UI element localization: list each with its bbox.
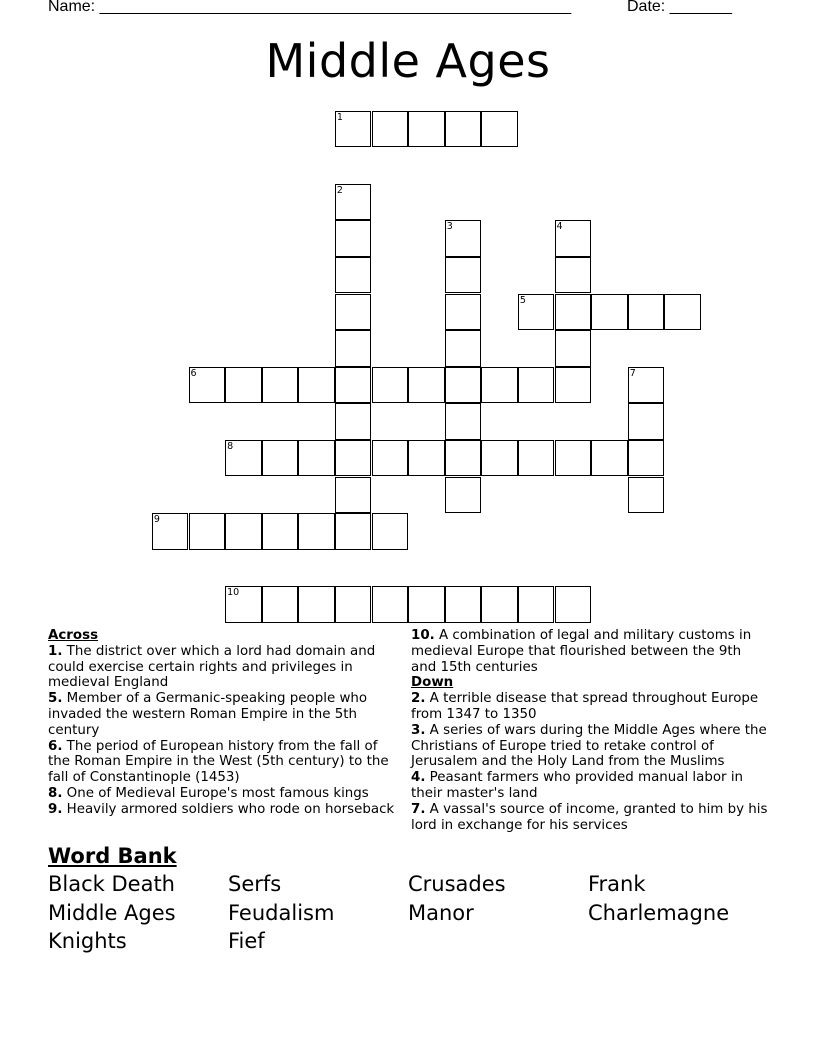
clue-number: 10. [411,628,435,643]
crossword-cell[interactable] [591,294,628,331]
crossword-cell[interactable] [555,220,592,257]
crossword-cell[interactable] [225,440,262,477]
crossword-cell[interactable] [335,220,372,257]
clue-number-label: 6 [190,367,197,379]
crossword-cell[interactable] [152,513,189,550]
clue-number: 3. [411,722,426,738]
clues-right-column [411,628,769,833]
clue-text: Member of a Germanic-speaking people who invaded the western Roman Empire in the 5th century [48,691,368,738]
crossword-cell[interactable] [262,586,299,623]
crossword-cell[interactable] [298,586,335,623]
clue-across-5 [48,691,396,738]
crossword-cell[interactable] [445,330,482,367]
clue-text: One of Medieval Europe's most famous kings [66,785,369,801]
crossword-cell[interactable] [372,440,409,477]
clue-down-7 [411,802,769,834]
crossword-cell[interactable] [408,586,445,623]
crossword-cell[interactable] [408,440,445,477]
crossword-cell[interactable] [445,586,482,623]
clue-number-label: 7 [629,367,636,379]
crossword-cell[interactable] [335,513,372,550]
clue-text: The district over which a lord had domain and could exercise certain rights and privileges in medieval England [48,643,376,691]
clue-number-label: 1 [336,111,343,123]
crossword-cell[interactable] [298,367,335,404]
date-field[interactable]: Date: _______ [627,0,732,15]
crossword-cell[interactable] [225,367,262,404]
crossword-cell[interactable] [555,586,592,623]
crossword-cell[interactable] [445,111,482,148]
clue-number: 2. [411,691,426,707]
crossword-cell[interactable] [225,586,262,623]
clue-number-label: 3 [446,221,453,233]
crossword-cell[interactable] [628,477,665,514]
clue-across-10 [411,628,769,675]
crossword-cell[interactable] [262,367,299,404]
crossword-cell[interactable] [518,294,555,331]
clue-number: 4. [411,770,426,786]
crossword-cell[interactable] [225,513,262,550]
clue-number: 6. [48,738,63,754]
crossword-cell[interactable] [628,440,665,477]
crossword-cell[interactable] [262,513,299,550]
clue-number: 9. [48,801,63,817]
crossword-cell[interactable] [408,367,445,404]
clue-text: A combination of legal and military customs in medieval Europe that flourished between the 9th and 15th centuries [411,628,752,675]
crossword-cell[interactable] [335,330,372,367]
crossword-cell[interactable] [298,513,335,550]
clue-number: 8. [48,785,63,801]
crossword-cell[interactable] [298,440,335,477]
clue-number-label: 10 [227,587,240,599]
clue-text: A series of wars during the Middle Ages where the Christians of Europe tried to retake control of Jerusalem and the Holy Land from the Muslims [411,722,767,770]
clue-text: Heavily armored soldiers who rode on horseback [66,801,395,817]
crossword-cell[interactable] [664,294,701,331]
crossword-cell[interactable] [372,111,409,148]
crossword-cell[interactable] [445,294,482,331]
crossword-cell[interactable] [445,257,482,294]
crossword-cell[interactable] [555,294,592,331]
clue-text: A terrible disease that spread throughout Europe from 1347 to 1350 [411,691,759,722]
crossword-cell[interactable] [555,330,592,367]
crossword-cell[interactable] [445,477,482,514]
page-title: Middle Ages [265,34,551,88]
crossword-cell[interactable] [335,586,372,623]
clue-number: 1. [48,643,63,659]
crossword-cell[interactable] [189,367,226,404]
crossword-cell[interactable] [335,294,372,331]
crossword-cell[interactable] [481,367,518,404]
crossword-cell[interactable] [445,220,482,257]
crossword-cell[interactable] [372,513,409,550]
clue-across-8 [48,786,396,802]
crossword-cell[interactable] [481,440,518,477]
crossword-cell[interactable] [555,257,592,294]
crossword-cell[interactable] [628,403,665,440]
word-bank-word: Serfs [228,872,282,896]
word-bank-word: Frank [588,872,646,896]
clue-across-1 [48,644,396,691]
crossword-cell[interactable] [518,440,555,477]
clue-number-label: 9 [153,514,160,526]
crossword-cell[interactable] [335,477,372,514]
crossword-cell[interactable] [408,111,445,148]
crossword-cell[interactable] [189,513,226,550]
crossword-cell[interactable] [555,440,592,477]
word-bank-word: Crusades [408,872,506,896]
crossword-cell[interactable] [481,586,518,623]
crossword-cell[interactable] [335,367,372,404]
clue-down-3 [411,723,769,770]
clue-number-label: 5 [519,294,526,306]
crossword-cell[interactable] [518,367,555,404]
clue-text: Peasant farmers who provided manual labor in their master's land [411,770,744,801]
clue-down-2 [411,691,769,723]
crossword-cell[interactable] [372,586,409,623]
clue-number-label: 4 [556,221,563,233]
clue-number-label: 8 [227,440,234,452]
word-bank-word: Middle Ages [48,901,176,925]
clue-text: A vassal's source of income, granted to him by his lord in exchange for his services [411,801,768,833]
word-bank-word: Knights [48,929,127,953]
crossword-cell[interactable] [372,367,409,404]
crossword-cell[interactable] [591,440,628,477]
crossword-cell[interactable] [555,367,592,404]
across-heading: Across [48,628,99,643]
crossword-cell[interactable] [335,184,372,221]
crossword-cell[interactable] [518,586,555,623]
crossword-cell[interactable] [445,367,482,404]
crossword-cell[interactable] [445,403,482,440]
crossword-cell[interactable] [262,440,299,477]
word-bank-word: Fief [228,929,265,953]
word-bank-word: Black Death [48,872,175,896]
crossword-cell[interactable] [628,367,665,404]
crossword-cell[interactable] [335,403,372,440]
word-bank-word: Feudalism [228,901,335,925]
word-bank-word: Manor [408,901,474,925]
crossword-cell[interactable] [335,111,372,148]
crossword-cell[interactable] [335,440,372,477]
clue-text: The period of European history from the fall of the Roman Empire in the West (5th century) to the fall of Constantinople (1453) [48,738,389,786]
clue-number-label: 2 [336,184,343,196]
name-field[interactable]: Name: _____________________________________________________ [48,0,572,15]
clue-across-9 [48,802,396,818]
crossword-cell[interactable] [481,111,518,148]
crossword-cell[interactable] [628,294,665,331]
down-heading: Down [411,675,454,691]
word-bank-word: Charlemagne [588,901,730,925]
clue-down-4 [411,770,769,802]
crossword-cell[interactable] [335,257,372,294]
word-bank-title: Word Bank [48,844,177,868]
clue-across-6 [48,739,396,786]
crossword-cell[interactable] [445,440,482,477]
clue-number: 7. [411,801,426,817]
clues-left-column [48,628,396,818]
clue-number: 5. [48,691,63,707]
